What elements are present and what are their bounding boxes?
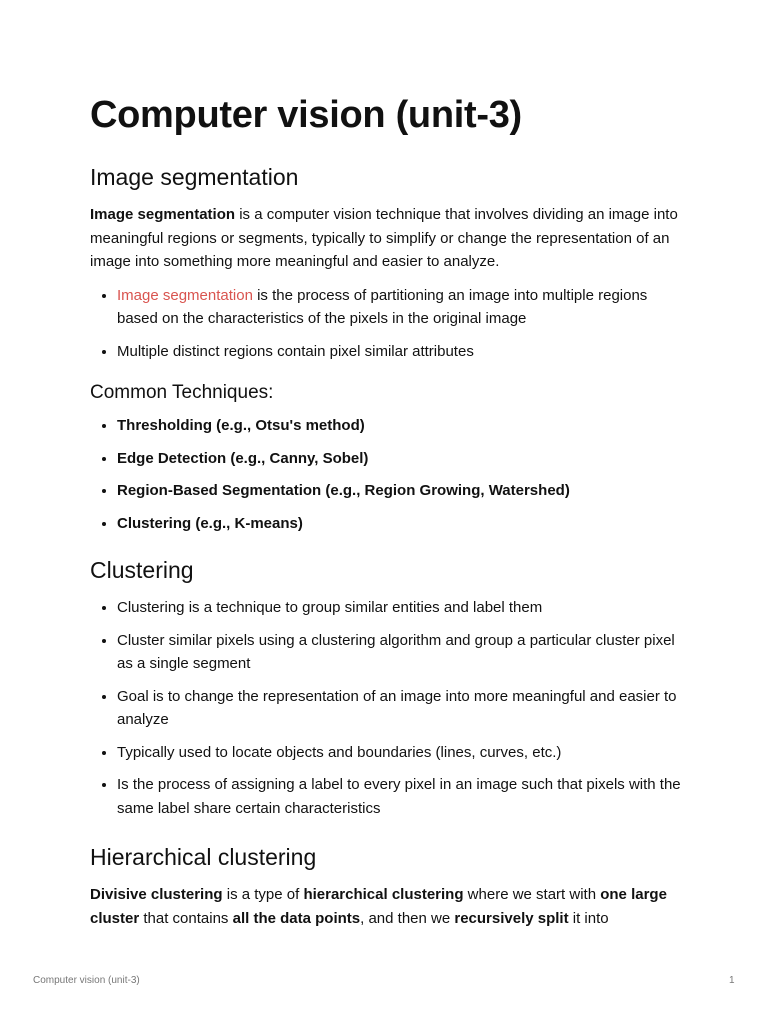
paragraph-text: that contains — [139, 909, 233, 927]
list-item: • Clustering (e.g., K-means) — [117, 512, 690, 536]
list-item: • Typically used to locate objects and boundaries (lines, curves, etc.) — [117, 741, 690, 765]
intro-text: is a computer vision technique that involves dividing an image into meaningful regions or segments, typically to simplify or change the representation of an image into something more meaningful and easier to analyze. — [90, 206, 678, 270]
bold-term: Divisive clustering — [90, 886, 223, 903]
list-item: • Multiple distinct regions contain pixel similar attributes — [117, 340, 690, 364]
footer-document-title: Computer vision (unit-3) — [33, 975, 140, 986]
intro-bold-term: Image segmentation — [90, 206, 236, 223]
bold-term: one large cluster — [90, 886, 667, 927]
list-item: • Edge Detection (e.g., Canny, Sobel) — [117, 447, 690, 471]
section-heading-common-techniques: Common Techniques: — [90, 382, 274, 403]
bold-term: recursively split — [454, 909, 569, 927]
techniques-list — [90, 414, 690, 535]
list-item: • Goal is to change the representation of an image into more meaningful and easier to analyze — [117, 685, 690, 732]
document-title: Computer vision (unit-3) — [90, 94, 522, 136]
list-item: • Thresholding (e.g., Otsu's method) — [117, 414, 690, 438]
image-segmentation-list — [90, 284, 690, 364]
list-item — [117, 284, 690, 331]
section-heading-image-segmentation: Image segmentation — [90, 164, 299, 190]
list-item: • Is the process of assigning a label to every pixel in an image such that pixels with the same label share certain characteristics — [117, 773, 690, 820]
paragraph-text: where we start with — [463, 886, 601, 903]
list-item: • Region-Based Segmentation (e.g., Region Growing, Watershed) — [117, 479, 690, 503]
image-segmentation-intro — [90, 203, 690, 274]
section-heading-clustering: Clustering — [90, 557, 194, 583]
footer-page-number: 1 — [729, 975, 735, 986]
hierarchical-clustering-paragraph — [90, 883, 690, 930]
list-item: • Clustering is a technique to group similar entities and label them — [117, 596, 690, 620]
list-item: • Cluster similar pixels using a clustering algorithm and group a particular cluster pixel as a single segment — [117, 629, 690, 676]
clustering-list — [90, 596, 690, 820]
list-item-text: is the process of partitioning an image into multiple regions based on the characteristics of the pixels in the original image — [117, 286, 648, 327]
bold-term: all the data points — [232, 909, 361, 927]
section-heading-hierarchical-clustering: Hierarchical clustering — [90, 844, 317, 870]
paragraph-text: is a type of — [222, 886, 304, 903]
paragraph-text: it into — [568, 909, 609, 927]
paragraph-text: , and then we — [360, 909, 455, 927]
bold-term: hierarchical clustering — [303, 886, 464, 903]
image-segmentation-link[interactable]: Image segmentation — [117, 286, 253, 304]
document-page — [90, 88, 690, 939]
